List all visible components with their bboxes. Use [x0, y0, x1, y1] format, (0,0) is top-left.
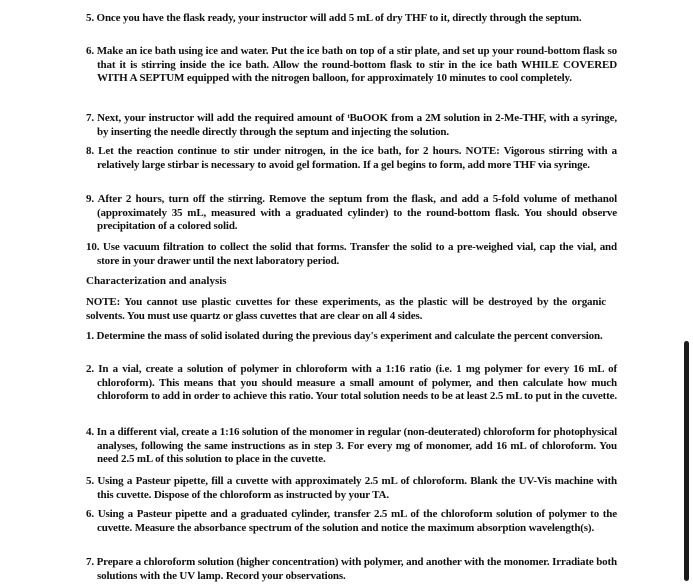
analysis-step-5-blank: 5. Using a Pasteur pipette, fill a cuvette with approximately 2.5 mL of chloroform. Blank the UV-Vis machine with this cuvette. Dispose of the chloroform as instructed by your TA. [86, 475, 617, 501]
step-10-filtration: 10. Use vacuum filtration to collect the solid that forms. Transfer the solid to a pre-weighed vial, cap the vial, and store in your drawer until the next laboratory period. [86, 241, 617, 267]
step-6-ice-bath: 6. Make an ice bath using ice and water. Put the ice bath on top of a stir plate, and set up your round-bottom flask so that it is stirring inside the ice bath. Allow the round-bottom flask to stir in the ice bath WHILE COVERED WITH A SEPTUM equipped with the nitrogen balloon, for approximately 10 minutes to cool completely. [86, 45, 617, 84]
step-8-stir-reaction: 8. Let the reaction continue to stir under nitrogen, in the ice bath, for 2 hours. NOTE: Vigorous stirring with a relatively large stirbar is necessary to avoid gel formation. If a gel begins to form, add more THF via syringe. [86, 145, 617, 171]
cuvette-note: NOTE: You cannot use plastic cuvettes for these experiments, as the plastic will be destroyed by the organic solvents. You must use quartz or glass cuvettes that are clear on all 4 sides. [86, 296, 606, 322]
analysis-step-1-mass: 1. Determine the mass of solid isolated during the previous day's experiment and calculate the percent conversion. [86, 330, 603, 342]
analysis-step-2-polymer: 2. In a vial, create a solution of polymer in chloroform with a 1:16 ratio (i.e. 1 mg polymer for every 16 mL of chloroform). This means that you should measure a small amount of polymer, and then calculate how much chloroform to add in order to achieve this ratio. Your total solution needs to be at least 2.5 mL to put in the cuvette. [86, 363, 617, 402]
analysis-step-6-absorbance: 6. Using a Pasteur pipette and a graduated cylinder, transfer 2.5 mL of the chloroform solution of polymer to the cuvette. Measure the absorbance spectrum of the solution and notice the maximum absorption wavelength(s). [86, 508, 617, 534]
step-7-add-base: 7. Next, your instructor will add the required amount of ᵗBuOOK from a 2M solution in 2-Me-THF, with a syringe, by inserting the needle directly through the septum and injecting the solution. [86, 112, 617, 138]
analysis-step-7-irradiate: 7. Prepare a chloroform solution (higher concentration) with polymer, and another with the monomer. Irradiate both solutions with the UV lamp. Record your observations. [86, 556, 617, 582]
section-heading-characterization: Characterization and analysis [86, 275, 227, 287]
step-5-add-thf: 5. Once you have the flask ready, your instructor will add 5 mL of dry THF to it, directly through the septum. [86, 12, 582, 24]
analysis-step-4-monomer: 4. In a different vial, create a 1:16 solution of the monomer in regular (non-deuterated) chloroform for photophysical analyses, following the same instructions as in step 3. For every mg of monomer, add 16 mL of chloroform. You need 2.5 mL of this solution to place in the cuvette. [86, 426, 617, 465]
vertical-scrollbar-thumb[interactable] [684, 341, 689, 581]
step-9-precipitate: 9. After 2 hours, turn off the stirring. Remove the septum from the flask, and add a 5-fold volume of methanol (approximately 35 mL, measured with a graduated cylinder) to the round-bottom flask. You should observe precipitation of a colored solid. [86, 193, 617, 232]
